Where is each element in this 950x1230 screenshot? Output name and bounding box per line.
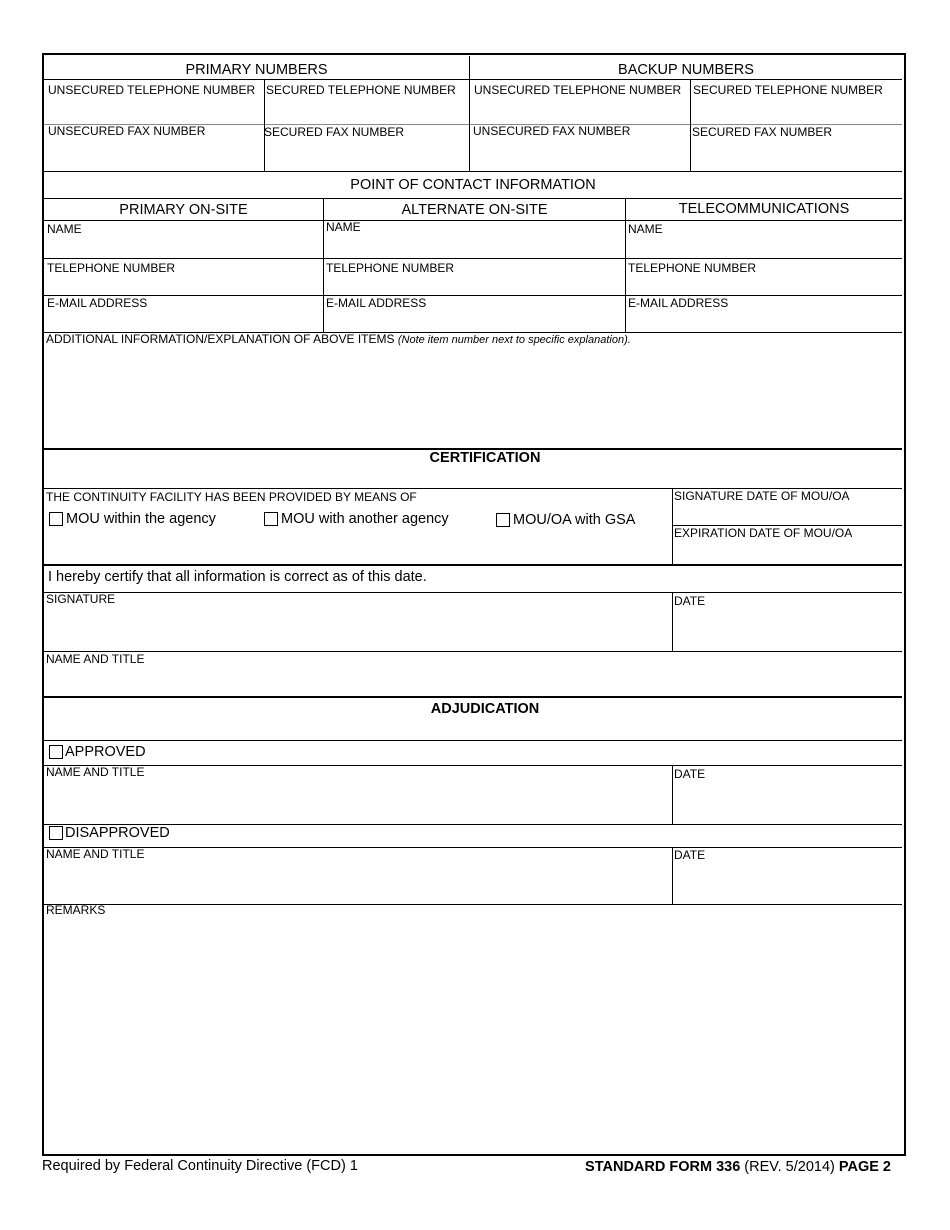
divider (44, 171, 902, 172)
approved-checkbox[interactable] (49, 745, 63, 759)
divider (44, 592, 902, 593)
primary-secured-tel-label: SECURED TELEPHONE NUMBER (266, 83, 456, 97)
divider (44, 295, 902, 296)
approved-label: APPROVED (65, 744, 146, 760)
primary-secured-fax-label: SECURED FAX NUMBER (264, 125, 405, 139)
additional-info-note: (Note item number next to specific explanation). (397, 334, 631, 346)
expiration-date-mou-field[interactable] (674, 542, 900, 562)
mou-oa-gsa-checkbox[interactable] (496, 513, 510, 527)
divider (44, 696, 902, 698)
disapproved-option[interactable] (49, 825, 170, 841)
signature-label: SIGNATURE (46, 592, 116, 606)
alternate-email-field[interactable] (325, 311, 623, 331)
page-number: PAGE 2 (838, 1159, 891, 1175)
alternate-phone-label: TELEPHONE NUMBER (326, 261, 455, 275)
divider (44, 258, 902, 259)
signature-date-mou-label: SIGNATURE DATE OF MOU/OA (674, 489, 850, 503)
backup-unsecured-fax-label: UNSECURED FAX NUMBER (473, 124, 631, 138)
divider (323, 198, 324, 332)
backup-unsecured-tel-field[interactable] (471, 97, 689, 123)
remarks-label: REMARKS (46, 903, 106, 917)
primary-email-field[interactable] (46, 311, 321, 331)
poc-col-alternate: ALTERNATE ON-SITE (401, 202, 548, 218)
disapproved-name-title-field[interactable] (46, 862, 670, 903)
poc-col-primary: PRIMARY ON-SITE (119, 202, 248, 218)
additional-info-text: ADDITIONAL INFORMATION/EXPLANATION OF ABOVE ITEMS (46, 332, 395, 346)
primary-unsecured-fax-field[interactable] (46, 139, 262, 170)
disapproved-date-label: DATE (674, 848, 706, 862)
disapproved-checkbox[interactable] (49, 826, 63, 840)
divider (44, 904, 902, 905)
poc-title: POINT OF CONTACT INFORMATION (350, 177, 596, 193)
divider (44, 564, 902, 566)
poc-col-telecom: TELECOMMUNICATIONS (678, 201, 850, 217)
backup-secured-fax-field[interactable] (692, 139, 900, 170)
primary-unsecured-fax-label: UNSECURED FAX NUMBER (48, 124, 206, 138)
divider (672, 765, 673, 824)
certification-name-title-label: NAME AND TITLE (46, 652, 145, 666)
expiration-date-mou-label: EXPIRATION DATE OF MOU/OA (674, 526, 853, 540)
footer-form-id (585, 1159, 891, 1175)
additional-info-label (46, 332, 631, 346)
telecom-phone-label: TELEPHONE NUMBER (628, 261, 757, 275)
form-name: STANDARD FORM 336 (585, 1159, 741, 1175)
primary-secured-tel-field[interactable] (266, 97, 468, 123)
alternate-email-label: E-MAIL ADDRESS (326, 296, 427, 310)
alternate-name-label: NAME (326, 220, 361, 234)
footer-directive: Required by Federal Continuity Directive (FCD) 1 (42, 1158, 358, 1174)
telecom-email-field[interactable] (627, 311, 900, 331)
adjudication-title: ADJUDICATION (430, 701, 540, 717)
provided-by-label: THE CONTINUITY FACILITY HAS BEEN PROVIDED BY MEANS OF (46, 490, 417, 504)
alternate-phone-field[interactable] (325, 275, 623, 294)
primary-numbers-header: PRIMARY NUMBERS (185, 62, 328, 78)
backup-unsecured-fax-field[interactable] (471, 139, 689, 170)
divider (690, 80, 691, 171)
divider (44, 824, 902, 825)
signature-date-mou-field[interactable] (674, 505, 900, 524)
approved-name-title-label: NAME AND TITLE (46, 765, 145, 779)
signature-field[interactable] (46, 607, 670, 650)
option-mou-within-agency[interactable] (49, 511, 216, 527)
backup-unsecured-tel-label: UNSECURED TELEPHONE NUMBER (474, 83, 682, 97)
mou-within-agency-checkbox[interactable] (49, 512, 63, 526)
primary-unsecured-tel-field[interactable] (46, 97, 262, 123)
divider (672, 847, 673, 904)
telecom-name-field[interactable] (627, 236, 900, 257)
mou-oa-gsa-label: MOU/OA with GSA (513, 512, 636, 528)
divider (44, 198, 902, 199)
certification-name-title-field[interactable] (46, 667, 900, 695)
divider (672, 488, 673, 564)
divider (44, 847, 902, 848)
primary-name-field[interactable] (46, 236, 321, 257)
approved-date-label: DATE (674, 767, 706, 781)
primary-name-label: NAME (47, 222, 82, 236)
disapproved-date-field[interactable] (674, 864, 900, 903)
remarks-field[interactable] (46, 919, 900, 1149)
alternate-name-field[interactable] (325, 236, 623, 257)
certification-title: CERTIFICATION (429, 450, 541, 466)
form-revision: (REV. 5/2014) (744, 1159, 835, 1175)
divider (672, 592, 673, 651)
telecom-phone-field[interactable] (627, 275, 900, 294)
backup-secured-tel-field[interactable] (692, 97, 900, 123)
mou-within-agency-label: MOU within the agency (66, 511, 216, 527)
divider (44, 765, 902, 766)
certification-date-field[interactable] (674, 609, 900, 650)
option-mou-another-agency[interactable] (264, 511, 449, 527)
approved-date-field[interactable] (674, 782, 900, 823)
telecom-email-label: E-MAIL ADDRESS (628, 296, 729, 310)
disapproved-name-title-label: NAME AND TITLE (46, 847, 145, 861)
primary-secured-fax-field[interactable] (266, 139, 468, 170)
divider (44, 220, 902, 221)
primary-phone-label: TELEPHONE NUMBER (47, 261, 176, 275)
divider (625, 198, 626, 332)
backup-secured-tel-label: SECURED TELEPHONE NUMBER (693, 83, 883, 97)
disapproved-label: DISAPPROVED (65, 825, 170, 841)
primary-phone-field[interactable] (46, 275, 321, 294)
backup-numbers-header: BACKUP NUMBERS (618, 62, 754, 78)
certify-statement: I hereby certify that all information is correct as of this date. (48, 569, 427, 585)
mou-another-agency-label: MOU with another agency (281, 511, 449, 527)
additional-info-field[interactable] (46, 348, 900, 446)
approved-name-title-field[interactable] (46, 780, 670, 823)
backup-secured-fax-label: SECURED FAX NUMBER (692, 125, 833, 139)
divider (44, 651, 902, 652)
mou-another-agency-checkbox[interactable] (264, 512, 278, 526)
divider (44, 79, 902, 80)
primary-unsecured-tel-label: UNSECURED TELEPHONE NUMBER (48, 83, 256, 97)
approved-option[interactable] (49, 744, 146, 760)
telecom-name-label: NAME (628, 222, 663, 236)
divider (44, 740, 902, 741)
certification-date-label: DATE (674, 594, 706, 608)
option-mou-oa-gsa[interactable] (496, 512, 635, 528)
primary-email-label: E-MAIL ADDRESS (47, 296, 148, 310)
